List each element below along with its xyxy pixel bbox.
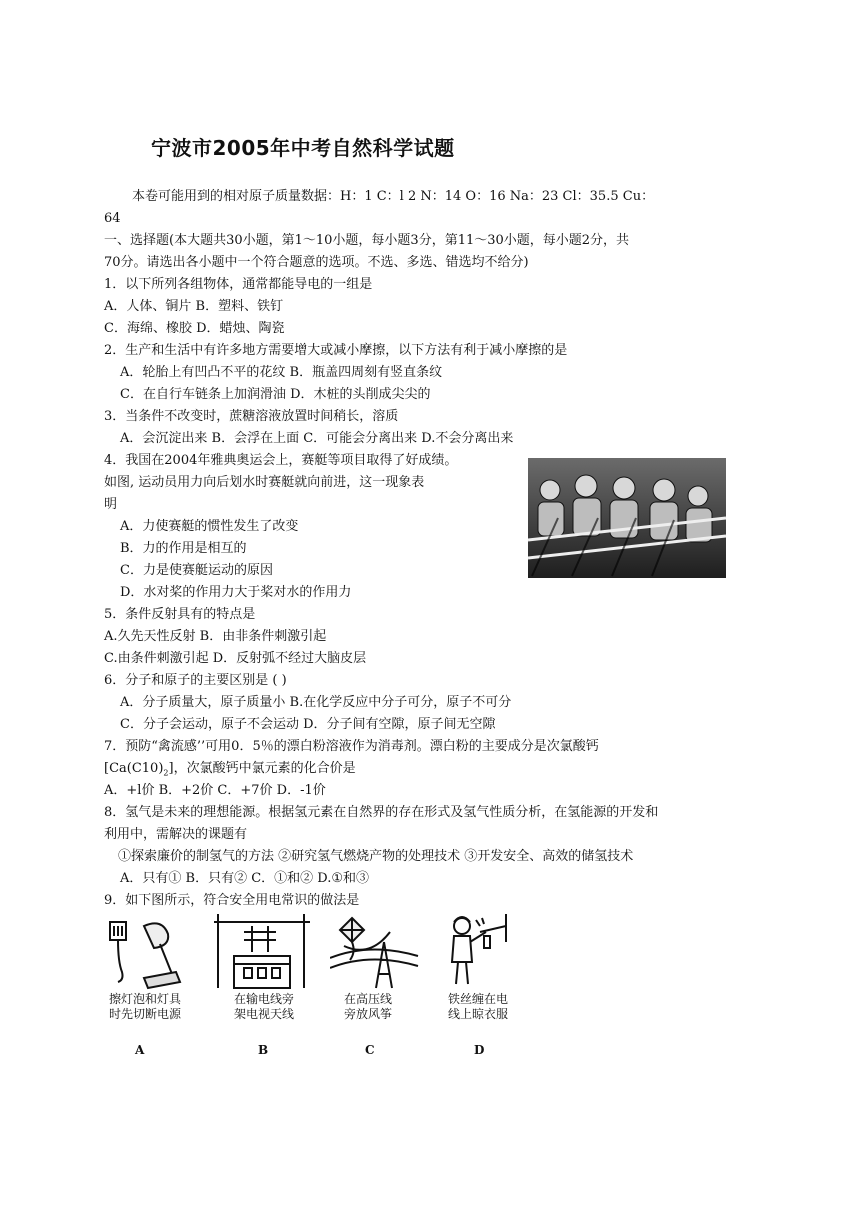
- q8-options: A．只有① B．只有② C．①和② D.①和③: [120, 871, 370, 886]
- q5-options-1: A.久先天性反射 B．由非条件刺激引起: [104, 629, 327, 644]
- figure-a-letter: A: [135, 1043, 145, 1057]
- figure-b: [214, 912, 324, 990]
- q4-option-c: C．力是使赛艇运动的原因: [120, 563, 273, 578]
- q4-stem-2: 如图, 运动员用力向后划水时赛艇就向前进，这一现象表: [104, 475, 425, 490]
- figure-a-caption: [95, 992, 195, 1022]
- q7-options: A．+l价 B．+2价 C．+7价 D．-1价: [104, 783, 326, 798]
- figure-b-caption: [214, 992, 314, 1022]
- rowing-photo-illustration: [528, 458, 726, 578]
- lamp-cleaning-icon: [104, 912, 194, 990]
- rowing-team-photo: [528, 458, 726, 578]
- figure-d-letter: D: [474, 1043, 485, 1057]
- figure-b-caption-line-1: 在输电线旁: [233, 992, 294, 1006]
- q1-stem: 1．以下所列各组物体，通常都能导电的一组是: [104, 277, 373, 292]
- q8-items: ①探索廉价的制氢气的方法 ②研究氢气燃烧产物的处理技术 ③开发安全、高效的储氢技术: [118, 849, 634, 864]
- tv-antenna-icon: [214, 912, 314, 990]
- q4-stem-1: 4．我国在2004年雅典奥运会上，赛艇等项目取得了好成绩。: [104, 453, 458, 468]
- intro-line-1: 本卷可能用到的相对原子质量数据：H：1 C：l 2 N：14 O：16 Na：23 Cl：35.5 Cu：: [132, 189, 655, 204]
- figure-b-letter: B: [258, 1043, 269, 1057]
- figure-a: [104, 912, 214, 990]
- figure-c-caption-line-1: 在高压线: [343, 992, 392, 1006]
- q4-option-a: A．力使赛艇的惯性发生了改变: [120, 519, 299, 534]
- q7-formula-subscript: 2: [163, 768, 169, 778]
- figure-d-caption-line-1: 铁丝缠在电: [447, 992, 508, 1006]
- figure-b-caption-line-2: 架电视天线: [233, 1007, 294, 1021]
- q7-formula: [Ca(C10): [104, 761, 164, 776]
- q5-options-2: C.由条件刺激引起 D．反射弧不经过大脑皮层: [104, 651, 367, 666]
- q4-stem-3: 明: [104, 497, 118, 512]
- figure-a-caption-line-2: 时先切断电源: [108, 1007, 181, 1021]
- q6-options-2: C．分子会运动，原子不会运动 D．分子间有空隙，原子间无空隙: [120, 717, 496, 732]
- figure-c-caption-line-2: 旁放风筝: [343, 1007, 392, 1021]
- figure-c-caption: [318, 992, 418, 1022]
- figure-c: [330, 912, 440, 990]
- kite-high-voltage-icon: [330, 912, 420, 990]
- q2-stem: 2．生产和生活中有许多地方需要增大或减小摩擦，以下方法有利于减小摩擦的是: [104, 343, 568, 358]
- q2-options-1: A．轮胎上有凹凸不平的花纹 B．瓶盖四周刻有竖直条纹: [120, 365, 443, 380]
- figure-d-caption: [428, 992, 528, 1022]
- q3-options: A．会沉淀出来 B．会浮在上面 C．可能会分离出来 D.不会分离出来: [120, 431, 514, 446]
- figure-d: [440, 912, 550, 990]
- figure-d-caption-line-2: 线上晾衣服: [447, 1007, 508, 1021]
- q7-stem-2-rest: ]，次氯酸钙中氯元素的化合价是: [168, 761, 356, 776]
- q1-options-2: C．海绵、橡胶 D．蜡烛、陶瓷: [104, 321, 285, 336]
- q3-stem: 3．当条件不改变时，蔗糖溶液放置时间稍长，溶质: [104, 409, 399, 424]
- q8-stem-1: 8．氢气是未来的理想能源。根据氢元素在自然界的存在形式及氢气性质分析，在氢能源的开发和: [104, 805, 659, 820]
- q9-stem: 9．如下图所示，符合安全用电常识的做法是: [104, 893, 360, 908]
- q5-stem: 5．条件反射具有的特点是: [104, 607, 256, 622]
- q1-options-1: A．人体、铜片 B．塑料、铁钉: [104, 299, 284, 314]
- q8-stem-2: 利用中，需解决的课题有: [104, 827, 248, 842]
- section-heading-line-2: 70分。请选出各小题中一个符合题意的选项。不选、多选、错选均不给分): [104, 255, 529, 270]
- section-heading-line-1: 一、选择题(本大题共30小题，第1～10小题，每小题3分，第11～30小题，每小题2分，共: [104, 233, 630, 248]
- q4-option-b: B．力的作用是相互的: [120, 541, 247, 556]
- q4-option-d: D．水对桨的作用力大于桨对水的作用力: [120, 585, 352, 600]
- figure-c-letter: C: [365, 1043, 375, 1057]
- clothes-on-wire-icon: [440, 912, 520, 990]
- q2-options-2: C．在自行车链条上加润滑油 D．木桩的头削成尖尖的: [120, 387, 431, 402]
- page-title: 宁波市2005年中考自然科学试题: [151, 136, 455, 160]
- q6-options-1: A．分子质量大，原子质量小 B.在化学反应中分子可分，原子不可分: [120, 695, 512, 710]
- q6-stem: 6．分子和原子的主要区别是 ( ): [104, 673, 287, 688]
- intro-line-2: 64: [104, 211, 121, 226]
- figure-a-caption-line-1: 擦灯泡和灯具: [108, 992, 181, 1006]
- q7-stem-1: 7．预防“禽流感’’可用0．5％的漂白粉溶液作为消毒剂。漂白粉的主要成分是次氯酸钙: [104, 739, 599, 754]
